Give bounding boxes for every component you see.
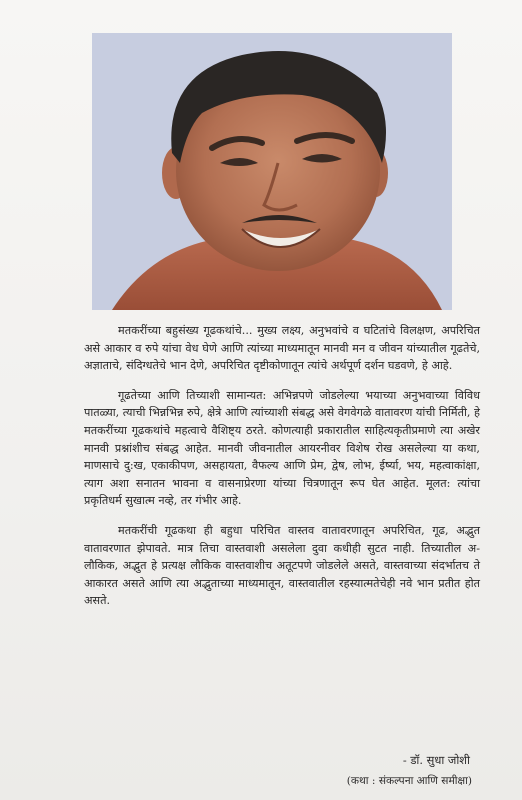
author-portrait-image	[92, 33, 452, 310]
paragraph-3: मतकरींची गूढकथा ही बहुधा परिचित वास्तव वातावरणातून अपरिचित, गूढ, अद्भुत वातावरणात झेपावते. मात्र तिचा वास्तवाशी असलेला दुवा कधीही सुटत नाही. तिच्यातील अ-लौकिक, अद्भुत हे प्रत्यक्ष लौकिक वास्तवाशीच अतूटपणे जोडलेले असते, वास्तवाच्या संदर्भातच ते आकारत असते आणि त्या अद्भुताच्या माध्यमातून, वास्तवातील रहस्यात्मतेचेही नवे भान प्रतीत होत असते.	[84, 523, 480, 608]
author-photo	[92, 33, 452, 310]
blurb-text	[84, 322, 480, 620]
source-citation: (कथा : संकल्पना आणि समीक्षा)	[346, 775, 472, 787]
paragraph-2: गूढतेच्या आणि तिच्याशी सामान्यत: अभिन्नपणे जोडलेल्या भयाच्या अनुभवाच्या विविध पातळ्या, त्याची भिन्नभिन्न रुपे, क्षेत्रे आणि त्यांच्याशी संबद्ध असे वेगवेगळे वातावरण यांची निर्मिती, हे मतकरींच्या गूढकथांचे महत्वाचे वैशिष्ट्य ठरते. कोणत्याही प्रकारातील साहित्यकृतीप्रमाणे त्या अखेर मानवी प्रश्नांशीच संबद्ध आहेत. मानवी जीवनातील आयरनीवर विशेष रोख असलेल्या या कथा, माणसाचे दु:ख, एकाकीपण, असहायता, वैफल्य आणि प्रेम, द्वेष, लोभ, ईर्ष्या, भय, महत्वाकांक्षा, त्याग अशा सनातन भावना व वासनाप्रेरणा यांच्या चित्रणातून रूप घेत आहेत. मूलत: त्यांचा प्रकृतिधर्म सुखात्म नव्हे, तर गंभीर आहे.	[84, 388, 480, 508]
paragraph-1: मतकरींच्या बहुसंख्य गूढकथांचे... मुख्य लक्ष्य, अनुभवांचे व घटितांचे विलक्षण, अपरिचित असे आकार व रुपे यांचा वेध घेणे आणि त्यांच्या माध्यमातून मानवी मन व जीवन यांच्यातील गूढतेचे, अज्ञाताचे, संदिग्धतेचे भान देणे, अपरिचित दृष्टीकोणातून त्यांचे अर्थपूर्ण दर्शन घडवणे, हे आहे.	[84, 324, 480, 373]
author-signature: - डॉ. सुधा जोशी	[402, 753, 470, 767]
